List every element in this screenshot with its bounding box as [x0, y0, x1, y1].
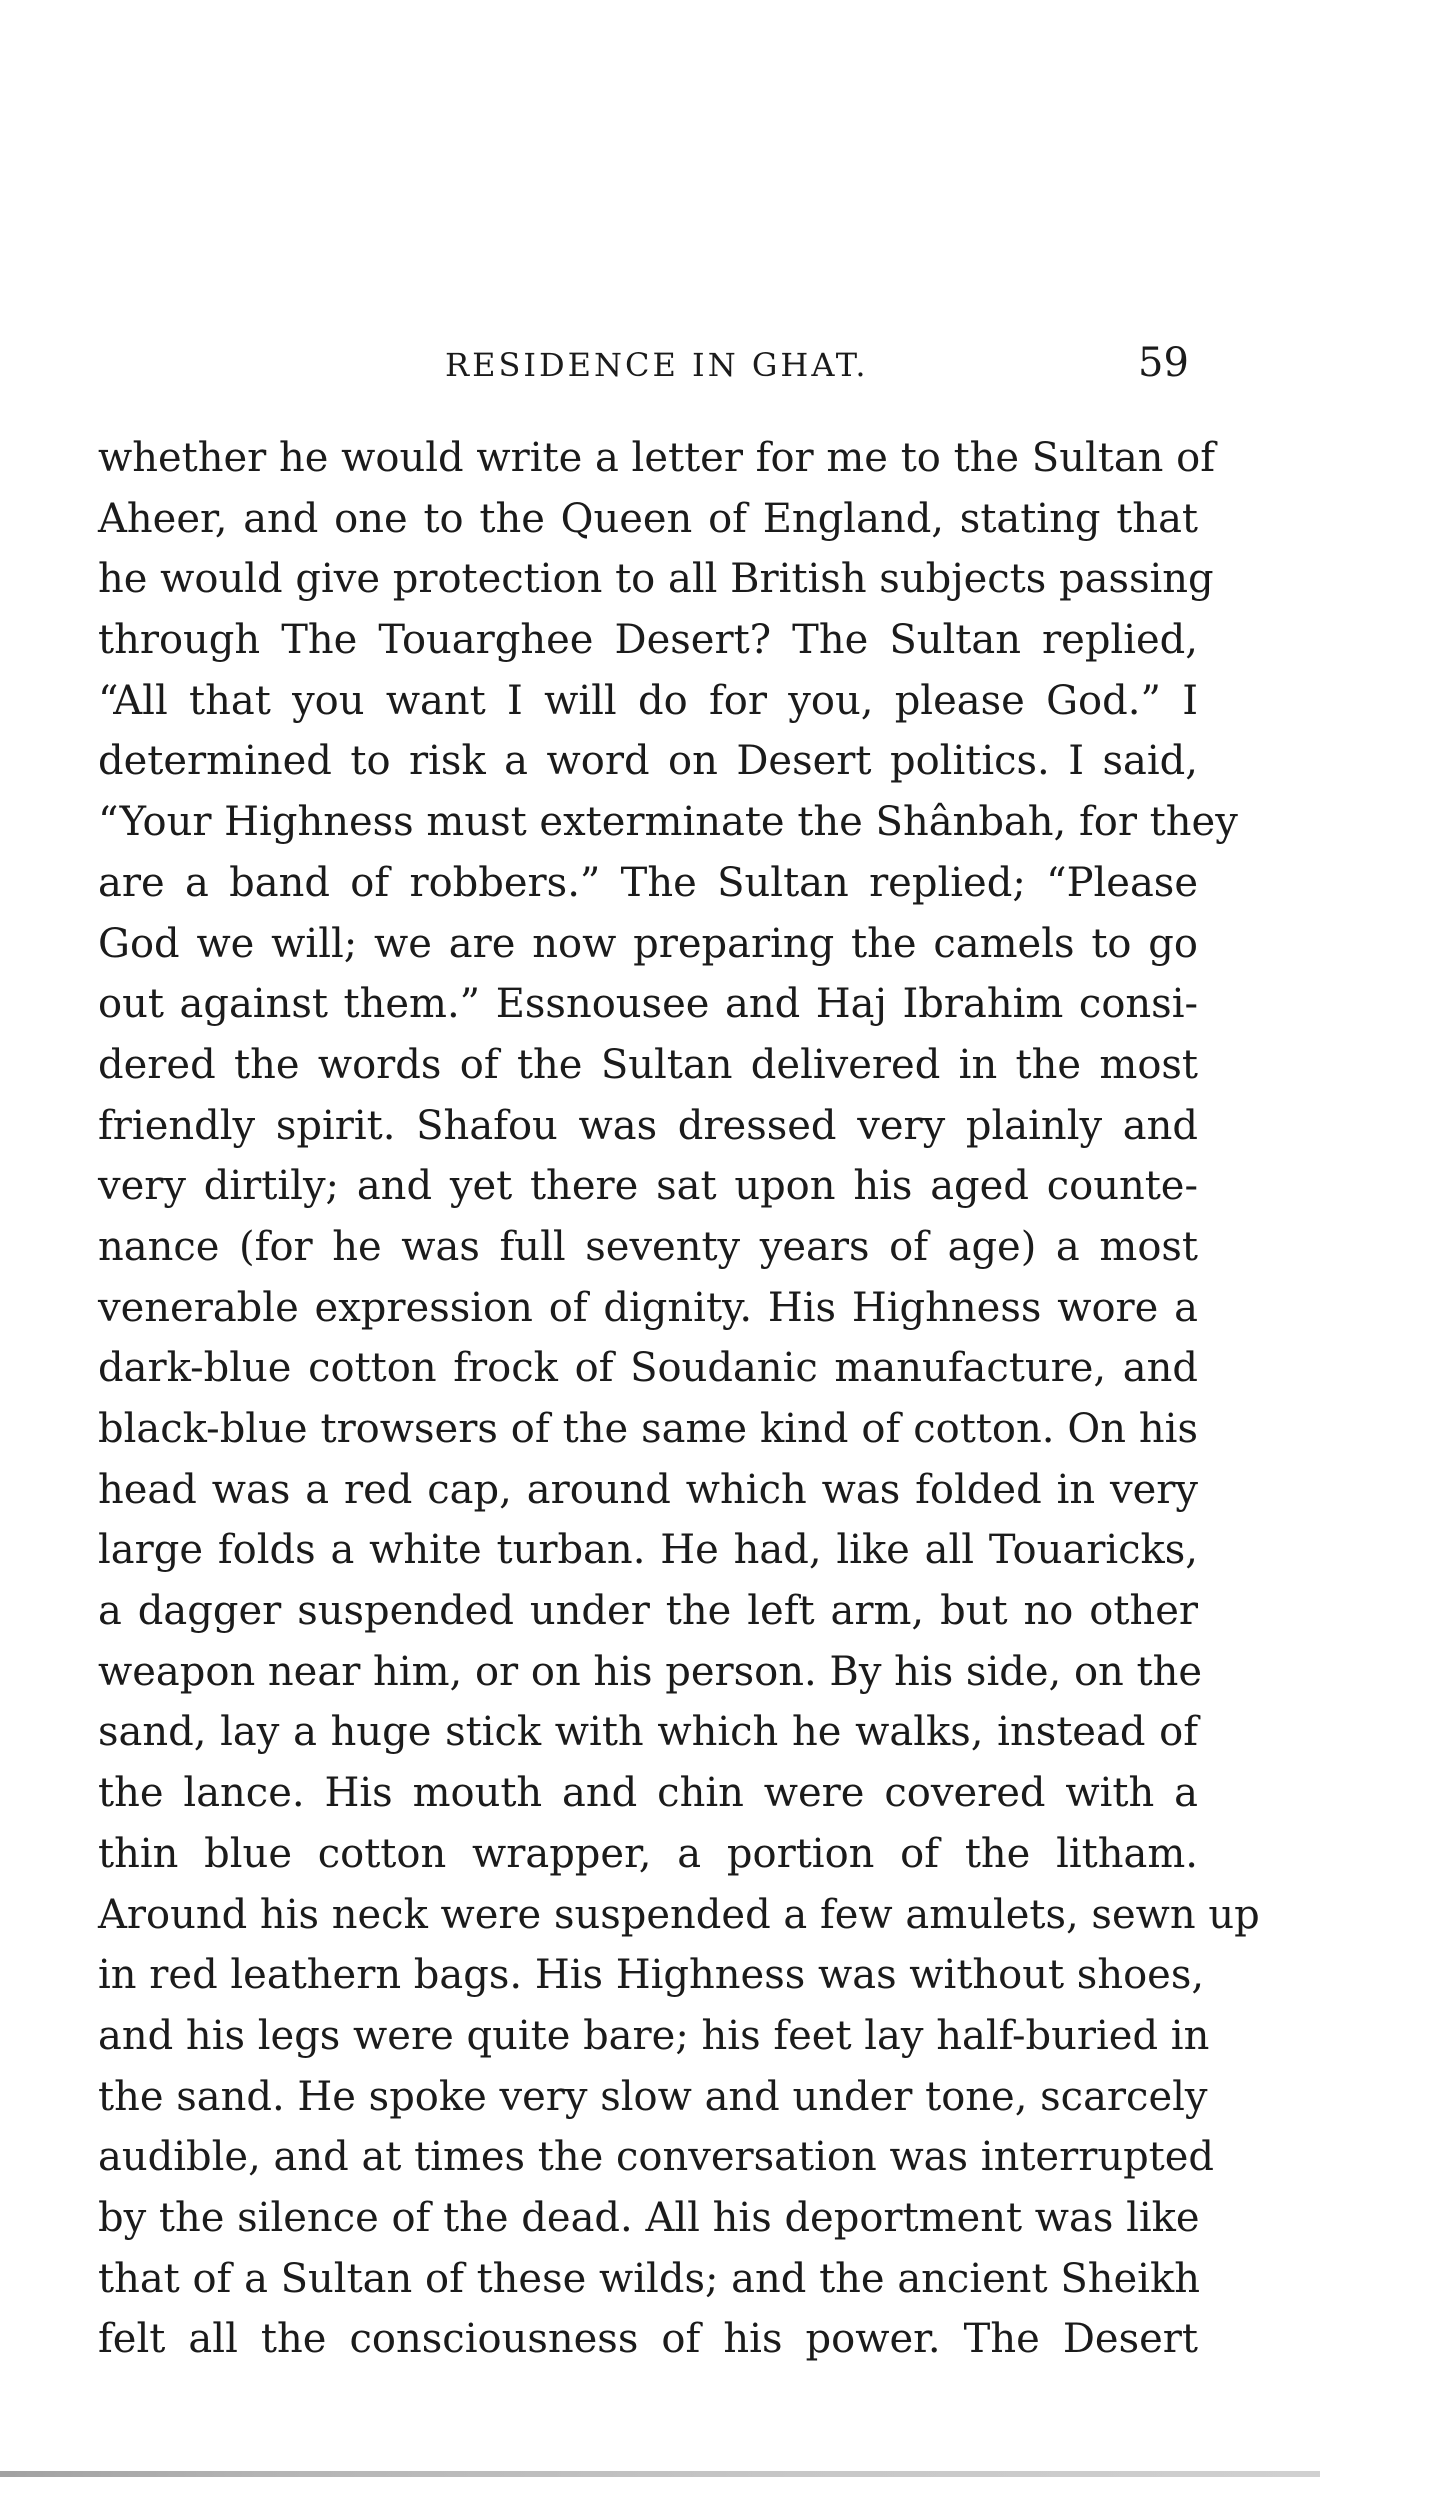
bottom-scan-edge — [0, 2471, 1320, 2477]
text-line: “Your Highness must exterminate the Shânbah, for they — [98, 799, 1238, 846]
text-line: are a band of robbers.” The Sultan replied; “Please — [98, 859, 1198, 906]
text-line: venerable expression of dignity. His Highness wore a — [98, 1284, 1198, 1331]
page-number: 59 — [1138, 340, 1189, 386]
text-line: black-blue trowsers of the same kind of cotton. On his — [98, 1406, 1198, 1452]
text-line: the sand. He spoke very slow and under tone, scarcely — [98, 2073, 1208, 2120]
text-line: audible, and at times the conversation was interrupted — [98, 2134, 1215, 2181]
text-line: in red leathern bags. His Highness was without shoes, — [98, 1952, 1205, 1999]
text-line: felt all the consciousness of his power. The Desert — [98, 2316, 1198, 2363]
text-line: head was a red cap, around which was folded in very — [98, 1466, 1198, 1513]
text-line: out against them.” Essnousee and Haj Ibrahim consi- — [98, 981, 1198, 1028]
text-line: friendly spirit. Shafou was dressed very plainly and — [98, 1102, 1198, 1149]
text-line: and his legs were quite bare; his feet lay half-buried in — [98, 2012, 1210, 2059]
text-line: the lance. His mouth and chin were covered with a — [98, 1770, 1198, 1817]
text-line: dered the words of the Sultan delivered in the most — [98, 1041, 1198, 1088]
text-line: “All that you want I will do for you, please God.” I — [98, 677, 1198, 724]
running-head: RESIDENCE IN GHAT. — [445, 346, 869, 384]
text-line: weapon near him, or on his person. By his side, on the — [98, 1648, 1203, 1695]
text-line: he would give protection to all British subjects passing — [98, 556, 1214, 603]
text-line: through The Touarghee Desert? The Sultan replied, — [98, 617, 1198, 664]
text-line: very dirtily; and yet there sat upon his aged counte- — [98, 1163, 1198, 1210]
text-line: whether he would write a letter for me to the Sultan of — [98, 435, 1216, 481]
text-line: Around his neck were suspended a few amulets, sewn up — [98, 1891, 1260, 1938]
text-line: determined to risk a word on Desert politics. I said, — [98, 738, 1198, 785]
text-line: God we will; we are now preparing the camels to go — [98, 920, 1198, 967]
text-line: Aheer, and one to the Queen of England, stating that — [98, 495, 1198, 542]
text-line: dark-blue cotton frock of Soudanic manufacture, and — [98, 1345, 1198, 1392]
text-line: sand, lay a huge stick with which he walks, instead of — [98, 1709, 1198, 1756]
text-line: nance (for he was full seventy years of age) a most — [98, 1223, 1198, 1270]
text-line: that of a Sultan of these wilds; and the ancient Sheikh — [98, 2255, 1200, 2302]
text-line: thin blue cotton wrapper, a portion of the litham. — [98, 1830, 1198, 1877]
text-line: large folds a white turban. He had, like all Touaricks, — [98, 1527, 1198, 1574]
body-text — [98, 428, 1260, 2370]
text-line: a dagger suspended under the left arm, but no other — [98, 1588, 1198, 1635]
text-line: by the silence of the dead. All his deportment was like — [98, 2194, 1200, 2241]
